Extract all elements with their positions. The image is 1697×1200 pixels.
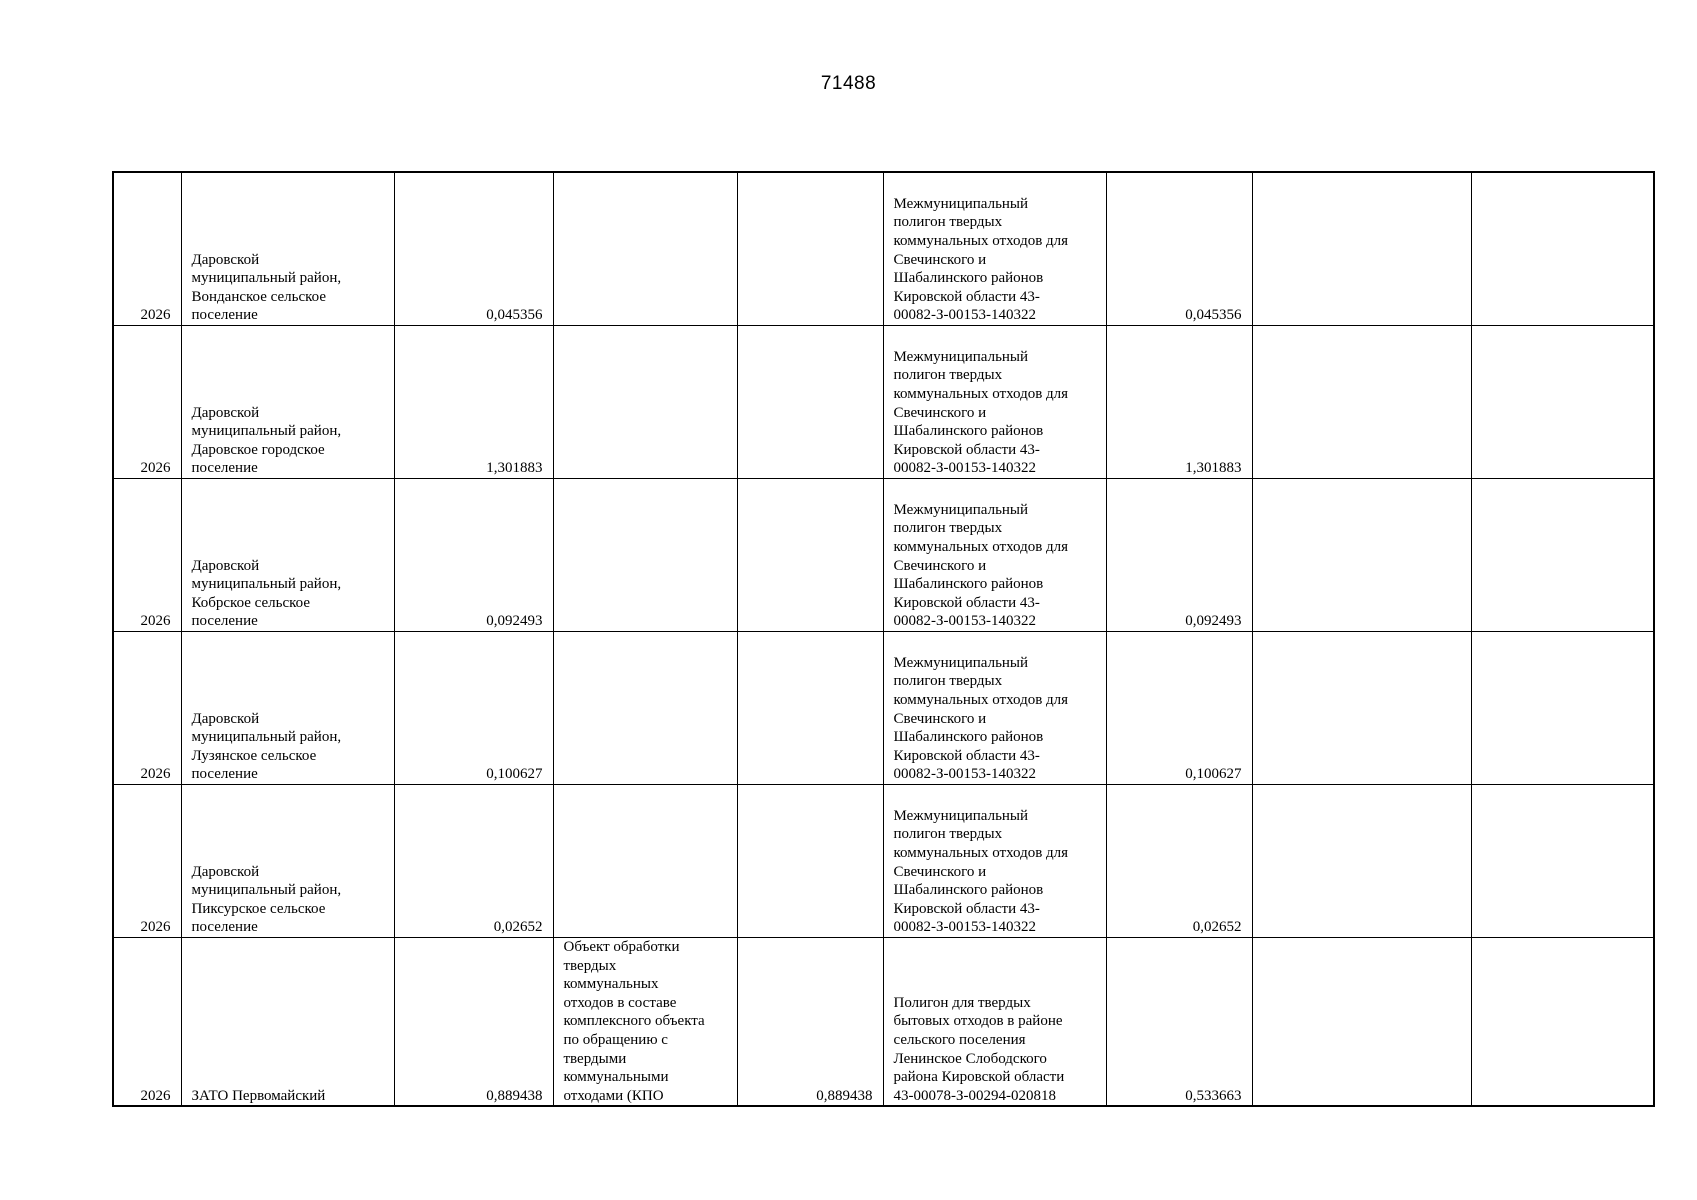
disposal-object-cell: Межмуниципальный полигон твердых коммунальных отходов для Свечинского и Шабалинского районов Кировской области 43- 00082-З-00153-140322 (883, 785, 1106, 938)
empty-cell (1252, 479, 1471, 632)
disposal-mass-cell: 0,045356 (1106, 172, 1252, 326)
disposal-object-cell: Межмуниципальный полигон твердых коммунальных отходов для Свечинского и Шабалинского районов Кировской области 43- 00082-З-00153-140322 (883, 326, 1106, 479)
table-row (113, 326, 1654, 479)
empty-cell (1471, 326, 1654, 479)
page-number: 71488 (820, 73, 877, 94)
municipality-cell: Даровской муниципальный район, Даровское городское поселение (181, 326, 394, 479)
empty-cell (1252, 785, 1471, 938)
municipality-cell: Даровской муниципальный район, Пиксурское сельское поселение (181, 785, 394, 938)
empty-cell (1471, 938, 1654, 1107)
processing-object-cell: Объект обработки твердых коммунальных отходов в составе комплексного объекта по обращению с твердыми коммунальными отходами (КПО (553, 938, 737, 1107)
year-cell: 2026 (113, 479, 181, 632)
processing-mass-cell (737, 326, 883, 479)
disposal-mass-cell: 0,092493 (1106, 479, 1252, 632)
processing-object-cell (553, 479, 737, 632)
processing-object-cell (553, 172, 737, 326)
disposal-object-cell: Межмуниципальный полигон твердых коммунальных отходов для Свечинского и Шабалинского районов Кировской области 43- 00082-З-00153-140322 (883, 172, 1106, 326)
processing-mass-cell: 0,889438 (737, 938, 883, 1107)
processing-mass-cell (737, 632, 883, 785)
mass-total-cell: 0,100627 (394, 632, 553, 785)
table-row (113, 172, 1654, 326)
empty-cell (1471, 632, 1654, 785)
table-row (113, 479, 1654, 632)
table-row (113, 785, 1654, 938)
municipality-cell: Даровской муниципальный район, Кобрское сельское поселение (181, 479, 394, 632)
processing-object-cell (553, 785, 737, 938)
table-row (113, 632, 1654, 785)
year-cell: 2026 (113, 172, 181, 326)
disposal-object-cell: Полигон для твердых бытовых отходов в районе сельского поселения Ленинское Слободского района Кировской области 43-00078-З-00294-020818 (883, 938, 1106, 1107)
disposal-object-cell: Межмуниципальный полигон твердых коммунальных отходов для Свечинского и Шабалинского районов Кировской области 43- 00082-З-00153-140322 (883, 632, 1106, 785)
mass-total-cell: 0,889438 (394, 938, 553, 1107)
year-cell: 2026 (113, 785, 181, 938)
processing-mass-cell (737, 172, 883, 326)
year-cell: 2026 (113, 326, 181, 479)
disposal-mass-cell: 0,100627 (1106, 632, 1252, 785)
mass-total-cell: 0,045356 (394, 172, 553, 326)
disposal-mass-cell: 1,301883 (1106, 326, 1252, 479)
empty-cell (1471, 479, 1654, 632)
mass-total-cell: 0,02652 (394, 785, 553, 938)
mass-total-cell: 0,092493 (394, 479, 553, 632)
mass-total-cell: 1,301883 (394, 326, 553, 479)
empty-cell (1252, 172, 1471, 326)
empty-cell (1471, 785, 1654, 938)
empty-cell (1252, 632, 1471, 785)
empty-cell (1252, 326, 1471, 479)
processing-mass-cell (737, 785, 883, 938)
municipality-cell: Даровской муниципальный район, Лузянское сельское поселение (181, 632, 394, 785)
waste-flow-table (112, 171, 1655, 1107)
processing-object-cell (553, 326, 737, 479)
disposal-mass-cell: 0,02652 (1106, 785, 1252, 938)
empty-cell (1471, 172, 1654, 326)
disposal-mass-cell: 0,533663 (1106, 938, 1252, 1107)
empty-cell (1252, 938, 1471, 1107)
disposal-object-cell: Межмуниципальный полигон твердых коммунальных отходов для Свечинского и Шабалинского районов Кировской области 43- 00082-З-00153-140322 (883, 479, 1106, 632)
processing-object-cell (553, 632, 737, 785)
processing-mass-cell (737, 479, 883, 632)
table-row (113, 938, 1654, 1107)
municipality-cell: ЗАТО Первомайский (181, 938, 394, 1107)
year-cell: 2026 (113, 938, 181, 1107)
municipality-cell: Даровской муниципальный район, Вонданское сельское поселение (181, 172, 394, 326)
year-cell: 2026 (113, 632, 181, 785)
